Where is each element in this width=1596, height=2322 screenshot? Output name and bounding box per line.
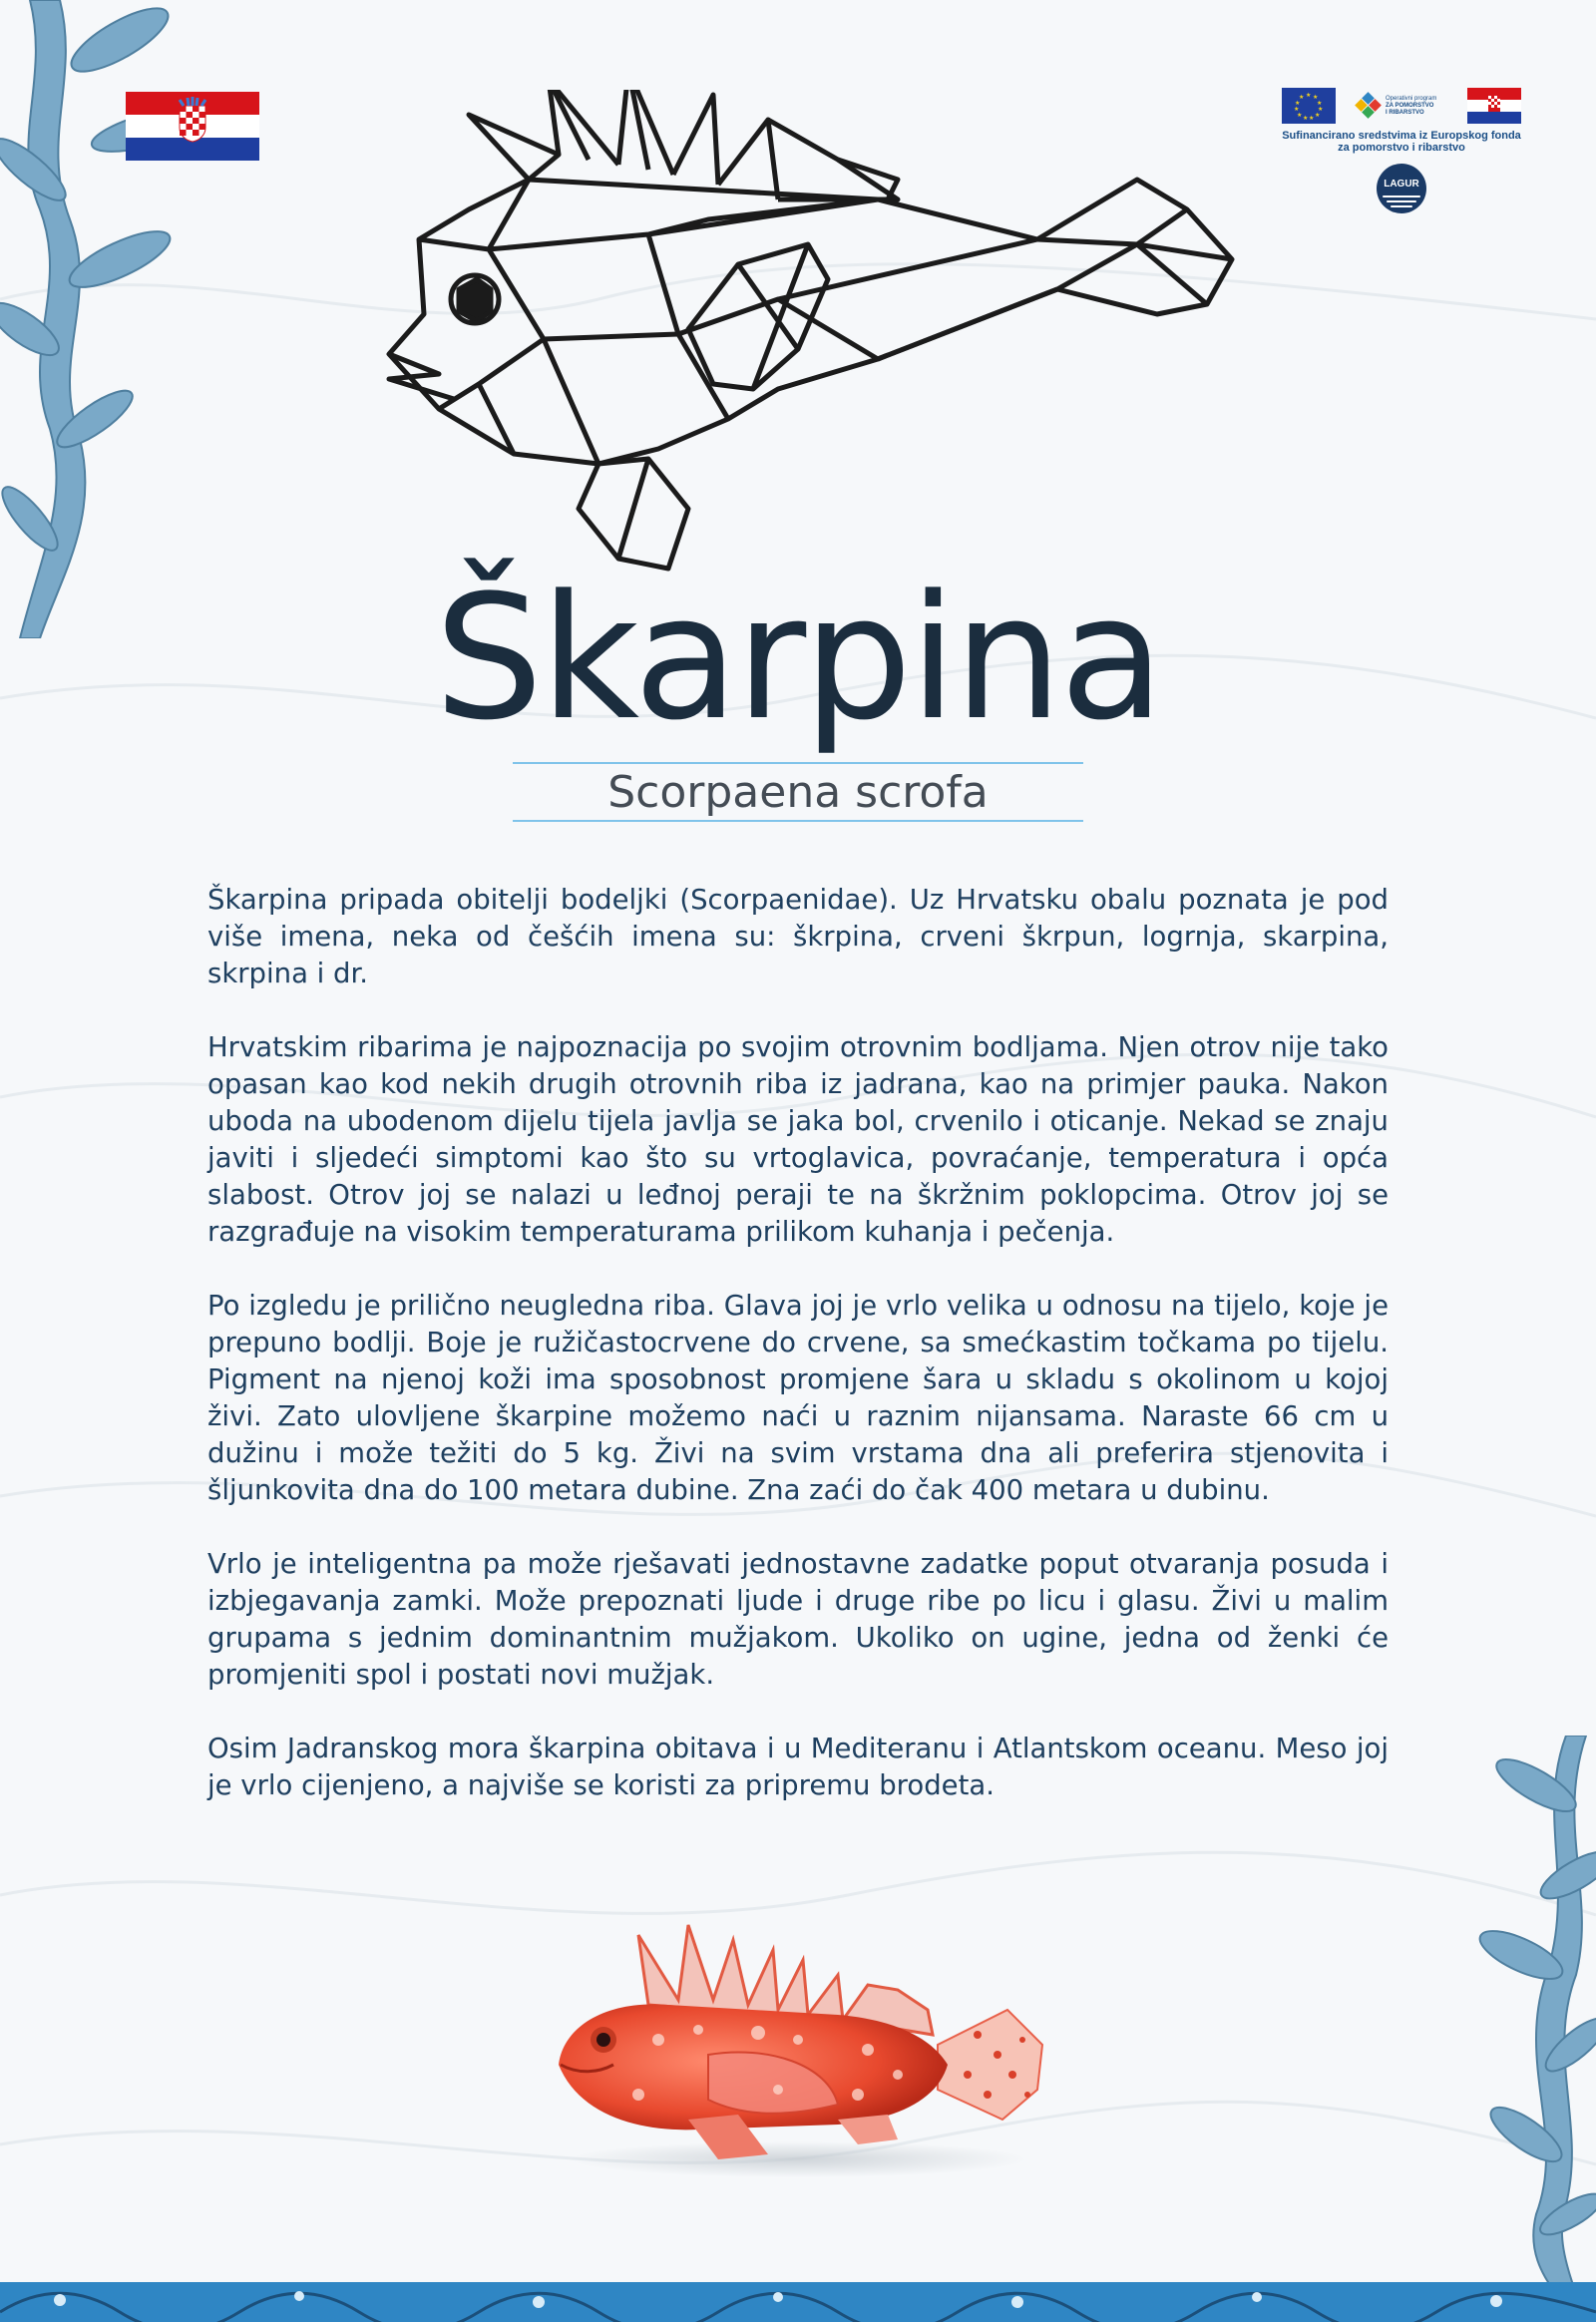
subtitle-bottom-rule [513, 820, 1083, 822]
lagur-logo [1377, 164, 1426, 213]
eu-flag-icon: ★ ★ ★ ★ ★ ★ ★ ★ ★ ★ ★ [1282, 88, 1336, 124]
scientific-name: Scorpaena scrofa [607, 767, 989, 818]
paragraph: Osim Jadranskog mora škarpina obitava i u Mediteranu i Atlantskom oceanu. Meso joj je vrlo cijenjeno, a najviše se koristi za pripremu brodeta. [207, 1733, 1389, 1801]
eu-caption-line-2: za pomorstvo i ribarstvo [1338, 142, 1465, 154]
coat-of-arms-icon [180, 97, 205, 142]
paragraph: Škarpina pripada obitelji bodeljki (Scorpaenidae). Uz Hrvatsku obalu poznata je pod više imena, neka od češćih imena su: škrpina, crveni škrpun, logrnja, skarpina, skrpina i dr. [207, 884, 1389, 989]
paragraph: Vrlo je inteligentna pa može rješavati jednostavne zadatke poput otvaranja posuda i izbjegavanja zamki. Može prepoznati ljude i druge ribe po licu i glasu. Živi u malim grupama s jednim dominantnim mužjakom. Ukoliko on ugine, jedna od ženki će promjeniti spol i postati novi mužjak. [207, 1548, 1389, 1691]
op-mark-icon [1356, 93, 1382, 119]
op-logo-line-3: I RIBARSTVO [1386, 109, 1424, 116]
geometric-fish-illustration [359, 90, 1237, 588]
subtitle-top-rule [513, 762, 1083, 764]
scorpionfish-photo [539, 1915, 1057, 2184]
seaweed-right-illustration [1476, 1736, 1596, 2294]
operational-programme-logo [1356, 93, 1447, 119]
croatian-flag-small [1467, 88, 1521, 124]
lagur-logo-text: LAGUR [1384, 179, 1419, 190]
bottom-decorative-band [0, 2282, 1596, 2322]
scientific-name-block [513, 762, 1083, 822]
page-title: Škarpina [434, 558, 1162, 758]
article-body [207, 882, 1389, 1841]
op-logo-line-1: Operativni program [1386, 95, 1437, 102]
eu-caption-line-1: Sufinancirano sredstvima iz Europskog fonda [1282, 130, 1521, 142]
paragraph: Hrvatskim ribarima je najpoznacija po svojim otrovnim bodljama. Njen otrov nije tako opasan kao kod nekih drugih otrovnih riba iz jadrana, kao na primjer pauka. Nakon uboda na ubodenom dijelu tijela javlja se jaka bol, crvenilo i oticanje. Nekad se znaju javiti i sljedeći simptomi kao što su vrtoglavica, povraćanje, temperatura i opća slabost. Otrov joj se nalazi u leđnoj peraji te na škržnim poklopcima. Otrov joj se razgrađuje na visokim temperaturama prilikom kuhanja i pečenja. [207, 1031, 1389, 1248]
op-logo-line-2: ZA POMORSTVO [1386, 102, 1434, 109]
eu-funding-logos [1277, 88, 1526, 227]
paragraph: Po izgledu je prilično neugledna riba. Glava joj je vrlo velika u odnosu na tijelo, koje je prepuno bodlji. Boje je ružičastocrvene do crvene, sa smećkastim točkama po tijelu. Pigment na njenoj koži ima sposobnost promjene šara u skladu s okolinom u kojoj živi. Zato ulovljene škarpine možemo naći u raznim nijansama. Naraste 66 cm u dužinu i može težiti do 5 kg. Živi na svim vrstama dna ali preferira stjenovita i šljunkovita dna do 100 metara dubine. Zna zaći do čak 400 metara u dubinu. [207, 1290, 1389, 1506]
croatian-flag [126, 92, 259, 161]
